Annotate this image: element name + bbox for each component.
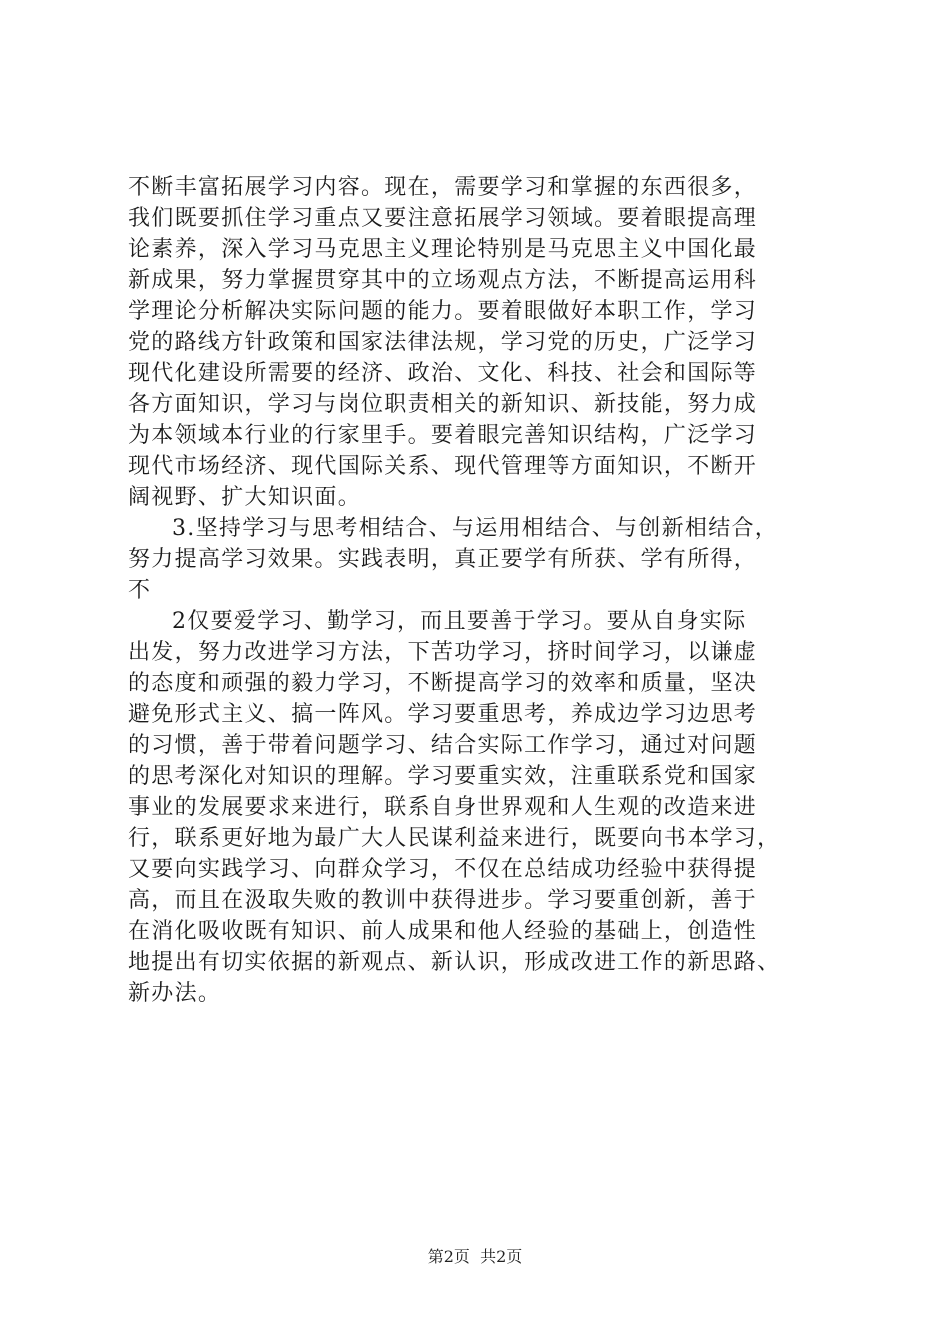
text-line: 现代市场经济、现代国际关系、现代管理等方面知识，不断开	[128, 454, 758, 479]
text-line: 的思考深化对知识的理解。学习要重实效，注重联系党和国家	[128, 764, 758, 789]
text-line: 各方面知识，学习与岗位职责相关的新知识、新技能，努力成	[128, 392, 758, 417]
text-line: 避免形式主义、搞一阵风。学习要重思考，养成边学习边思考	[128, 702, 758, 727]
text-line: 3.坚持学习与思考相结合、与运用相结合、与创新相结合，	[172, 516, 779, 541]
text-line: 的习惯，善于带着问题学习、结合实际工作学习，通过对问题	[128, 733, 758, 758]
text-line: 为本领域本行业的行家里手。要着眼完善知识结构，广泛学习	[128, 423, 758, 448]
text-line: 努力提高学习效果。实践表明，真正要学有所获、学有所得，	[128, 547, 758, 572]
text-line: 党的路线方针政策和国家法律法规，学习党的历史，广泛学习	[128, 330, 758, 355]
body-text	[128, 172, 828, 1009]
text-line: 阔视野、扩大知识面。	[128, 485, 362, 510]
text-line: 在消化吸收既有知识、前人成果和他人经验的基础上，创造性	[128, 919, 758, 944]
text-line: 地提出有切实依据的新观点、新认识，形成改进工作的新思路、	[128, 950, 781, 975]
text-line: 2仅要爱学习、勤学习，而且要善于学习。要从自身实际	[172, 609, 747, 634]
text-line: 我们既要抓住学习重点又要注意拓展学习领域。要着眼提高理	[128, 206, 758, 231]
text-line: 学理论分析解决实际问题的能力。要着眼做好本职工作，学习	[128, 299, 758, 324]
page-footer: 第2页 共2页	[427, 1247, 523, 1266]
text-line: 高，而且在汲取失败的教训中获得进步。学习要重创新，善于	[128, 888, 758, 913]
text-line: 新办法。	[128, 981, 222, 1006]
text-line: 出发，努力改进学习方法，下苦功学习，挤时间学习，以谦虚	[128, 640, 758, 665]
text-line: 新成果，努力掌握贯穿其中的立场观点方法，不断提高运用科	[128, 268, 758, 293]
text-line: 事业的发展要求来进行，联系自身世界观和人生观的改造来进	[128, 795, 758, 820]
text-line: 论素养，深入学习马克思主义理论特别是马克思主义中国化最	[128, 237, 758, 262]
text-line: 不	[128, 578, 152, 603]
text-line: 又要向实践学习、向群众学习，不仅在总结成功经验中获得提	[128, 857, 758, 882]
text-line: 行，联系更好地为最广大人民谋利益来进行，既要向书本学习，	[128, 826, 781, 851]
text-line: 现代化建设所需要的经济、政治、文化、科技、社会和国际等	[128, 361, 758, 386]
text-line: 不断丰富拓展学习内容。现在，需要学习和掌握的东西很多，	[128, 175, 758, 200]
text-line: 的态度和顽强的毅力学习，不断提高学习的效率和质量，坚决	[128, 671, 758, 696]
